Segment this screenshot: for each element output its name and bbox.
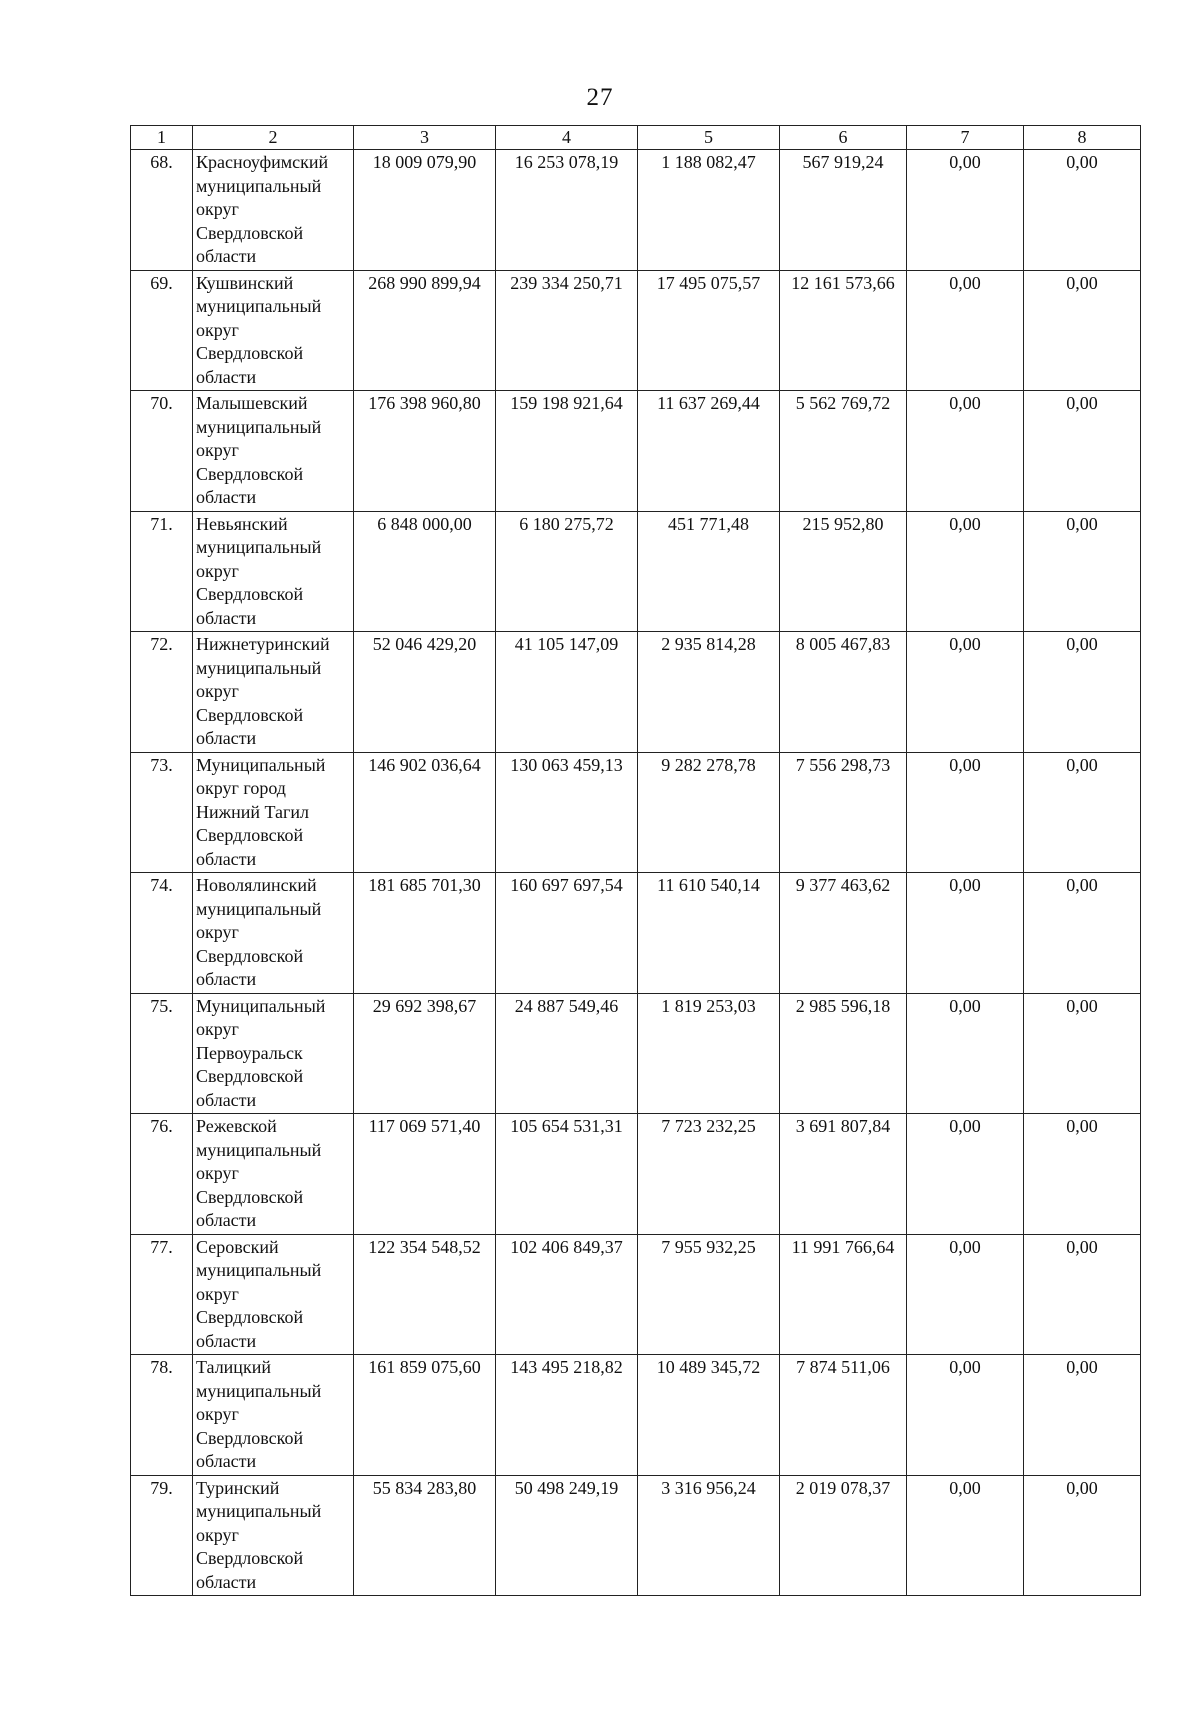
row-number-cell: 73. [131, 752, 193, 873]
row-number-cell: 79. [131, 1475, 193, 1596]
column-header: 7 [907, 126, 1024, 150]
municipality-name-line: муниципальный [196, 898, 322, 919]
municipality-name-line: Красноуфимский [196, 152, 329, 172]
amount-cell-col8: 0,00 [1024, 993, 1141, 1114]
row-number-cell: 74. [131, 873, 193, 994]
amount-cell-col7: 0,00 [907, 1234, 1024, 1355]
amount-cell-col5: 7 723 232,25 [638, 1114, 780, 1235]
municipality-name-line: муниципальный [196, 1380, 322, 1401]
row-number-cell: 76. [131, 1114, 193, 1235]
municipality-name-line: округ [196, 1524, 239, 1545]
municipality-name-cell [193, 1355, 354, 1476]
municipality-name-line: Свердловской [196, 1186, 304, 1207]
municipality-name-line: области [196, 1451, 257, 1471]
amount-cell-col3: 181 685 701,30 [354, 873, 496, 994]
amount-cell-col3: 176 398 960,80 [354, 391, 496, 512]
row-number-cell: 75. [131, 993, 193, 1114]
table-row [131, 752, 1141, 873]
amount-cell-col4: 24 887 549,46 [496, 993, 638, 1114]
municipality-name-line: Кушвинский [196, 272, 294, 293]
municipality-name-line: Серовский [196, 1236, 279, 1257]
amount-cell-col4: 16 253 078,19 [496, 150, 638, 271]
table-row [131, 391, 1141, 512]
amount-cell-col6: 12 161 573,66 [780, 270, 907, 391]
amount-cell-col5: 1 819 253,03 [638, 993, 780, 1114]
amount-cell-col6: 11 991 766,64 [780, 1234, 907, 1355]
amount-cell-col7: 0,00 [907, 1114, 1024, 1235]
amount-cell-col4: 50 498 249,19 [496, 1475, 638, 1596]
amount-cell-col4: 160 697 697,54 [496, 873, 638, 994]
amount-cell-col6: 2 019 078,37 [780, 1475, 907, 1596]
budget-table [130, 125, 1141, 1596]
municipality-name-line: области [196, 969, 257, 989]
row-number-cell: 77. [131, 1234, 193, 1355]
table-row [131, 150, 1141, 271]
municipality-name-line: Свердловской [196, 222, 304, 243]
table-row [131, 270, 1141, 391]
amount-cell-col5: 9 282 278,78 [638, 752, 780, 873]
amount-cell-col3: 55 834 283,80 [354, 1475, 496, 1596]
amount-cell-col8: 0,00 [1024, 632, 1141, 753]
amount-cell-col8: 0,00 [1024, 150, 1141, 271]
amount-cell-col8: 0,00 [1024, 752, 1141, 873]
municipality-name-cell [193, 1234, 354, 1355]
column-header: 2 [193, 126, 354, 150]
municipality-name-line: Новолялинский [196, 875, 317, 895]
amount-cell-col6: 3 691 807,84 [780, 1114, 907, 1235]
amount-cell-col5: 3 316 956,24 [638, 1475, 780, 1596]
amount-cell-col8: 0,00 [1024, 1114, 1141, 1235]
municipality-name-line: области [196, 607, 257, 628]
municipality-name-line: муниципальный [196, 296, 322, 316]
table-row [131, 511, 1141, 632]
municipality-name-line: Свердловской [196, 1307, 304, 1327]
amount-cell-col4: 6 180 275,72 [496, 511, 638, 632]
municipality-name-line: округ [196, 319, 239, 340]
municipality-name-line: области [196, 848, 257, 869]
municipality-name-line: округ [196, 681, 239, 701]
municipality-name-cell [193, 1475, 354, 1596]
municipality-name-line: области [196, 1089, 257, 1110]
amount-cell-col4: 143 495 218,82 [496, 1355, 638, 1476]
municipality-name-line: Свердловской [196, 584, 304, 604]
municipality-name-line: округ [196, 440, 239, 460]
municipality-name-line: Свердловской [196, 1548, 304, 1568]
amount-cell-col3: 18 009 079,90 [354, 150, 496, 271]
amount-cell-col7: 0,00 [907, 270, 1024, 391]
amount-cell-col7: 0,00 [907, 391, 1024, 512]
column-header: 6 [780, 126, 907, 150]
amount-cell-col6: 7 874 511,06 [780, 1355, 907, 1476]
amount-cell-col3: 29 692 398,67 [354, 993, 496, 1114]
amount-cell-col3: 52 046 429,20 [354, 632, 496, 753]
amount-cell-col7: 0,00 [907, 511, 1024, 632]
amount-cell-col5: 7 955 932,25 [638, 1234, 780, 1355]
amount-cell-col5: 17 495 075,57 [638, 270, 780, 391]
municipality-name-line: Свердловской [196, 825, 304, 845]
municipality-name-line: Свердловской [196, 1427, 304, 1448]
municipality-name-line: области [196, 487, 257, 507]
amount-cell-col8: 0,00 [1024, 1475, 1141, 1596]
column-header: 5 [638, 126, 780, 150]
municipality-name-line: округ [196, 1163, 239, 1183]
row-number-cell: 69. [131, 270, 193, 391]
municipality-name-line: муниципальный [196, 175, 322, 196]
table-row [131, 1114, 1141, 1235]
table-row [131, 1475, 1141, 1596]
municipality-name-line: муниципальный [196, 537, 322, 557]
amount-cell-col5: 1 188 082,47 [638, 150, 780, 271]
amount-cell-col6: 5 562 769,72 [780, 391, 907, 512]
municipality-name-line: муниципальный [196, 1139, 322, 1160]
amount-cell-col3: 122 354 548,52 [354, 1234, 496, 1355]
amount-cell-col3: 6 848 000,00 [354, 511, 496, 632]
page-number: 27 [586, 84, 614, 111]
amount-cell-col5: 10 489 345,72 [638, 1355, 780, 1476]
amount-cell-col5: 2 935 814,28 [638, 632, 780, 753]
municipality-name-line: Невьянский [196, 513, 288, 534]
municipality-name-cell [193, 632, 354, 753]
municipality-name-line: округ [196, 922, 239, 942]
municipality-name-line: Туринский [196, 1477, 280, 1498]
municipality-name-line: области [196, 1330, 257, 1351]
row-number-cell: 72. [131, 632, 193, 753]
row-number-cell: 71. [131, 511, 193, 632]
municipality-name-line: муниципальный [196, 416, 322, 437]
amount-cell-col3: 146 902 036,64 [354, 752, 496, 873]
municipality-name-cell [193, 391, 354, 512]
column-header: 4 [496, 126, 638, 150]
municipality-name-line: Нижний Тагил [196, 801, 310, 822]
municipality-name-line: муниципальный [196, 657, 322, 678]
municipality-name-cell [193, 270, 354, 391]
municipality-name-line: муниципальный [196, 1260, 322, 1280]
amount-cell-col6: 2 985 596,18 [780, 993, 907, 1114]
column-number-row [131, 126, 1141, 150]
amount-cell-col5: 11 637 269,44 [638, 391, 780, 512]
municipality-name-cell [193, 873, 354, 994]
amount-cell-col8: 0,00 [1024, 270, 1141, 391]
municipality-name-line: Муниципальный [196, 995, 326, 1016]
amount-cell-col4: 102 406 849,37 [496, 1234, 638, 1355]
column-header: 8 [1024, 126, 1141, 150]
row-number-cell: 70. [131, 391, 193, 512]
amount-cell-col8: 0,00 [1024, 873, 1141, 994]
amount-cell-col7: 0,00 [907, 1355, 1024, 1476]
municipality-name-line: округ [196, 1283, 239, 1304]
municipality-name-cell [193, 993, 354, 1114]
amount-cell-col4: 159 198 921,64 [496, 391, 638, 512]
column-header: 3 [354, 126, 496, 150]
amount-cell-col8: 0,00 [1024, 391, 1141, 512]
row-number-cell: 68. [131, 150, 193, 271]
municipality-name-line: области [196, 366, 257, 387]
amount-cell-col7: 0,00 [907, 873, 1024, 994]
municipality-name-line: области [196, 728, 257, 748]
municipality-name-line: Свердловской [196, 463, 304, 484]
amount-cell-col3: 117 069 571,40 [354, 1114, 496, 1235]
municipality-name-line: округ [196, 199, 239, 219]
amount-cell-col6: 567 919,24 [780, 150, 907, 271]
municipality-name-line: Свердловской [196, 704, 304, 725]
amount-cell-col3: 161 859 075,60 [354, 1355, 496, 1476]
amount-cell-col8: 0,00 [1024, 1355, 1141, 1476]
amount-cell-col6: 215 952,80 [780, 511, 907, 632]
municipality-name-line: округ [196, 560, 239, 581]
amount-cell-col7: 0,00 [907, 150, 1024, 271]
municipality-name-line: Свердловской [196, 1066, 304, 1086]
table-row [131, 1234, 1141, 1355]
amount-cell-col6: 8 005 467,83 [780, 632, 907, 753]
table-row [131, 1355, 1141, 1476]
amount-cell-col6: 9 377 463,62 [780, 873, 907, 994]
amount-cell-col7: 0,00 [907, 1475, 1024, 1596]
municipality-name-line: Малышевский [196, 393, 308, 413]
table-row [131, 993, 1141, 1114]
amount-cell-col4: 130 063 459,13 [496, 752, 638, 873]
municipality-name-cell [193, 150, 354, 271]
amount-cell-col3: 268 990 899,94 [354, 270, 496, 391]
municipality-name-line: области [196, 246, 257, 266]
amount-cell-col6: 7 556 298,73 [780, 752, 907, 873]
municipality-name-line: округ город [196, 778, 286, 798]
row-number-cell: 78. [131, 1355, 193, 1476]
amount-cell-col8: 0,00 [1024, 511, 1141, 632]
amount-cell-col7: 0,00 [907, 752, 1024, 873]
amount-cell-col4: 105 654 531,31 [496, 1114, 638, 1235]
amount-cell-col7: 0,00 [907, 993, 1024, 1114]
municipality-name-cell [193, 511, 354, 632]
amount-cell-col7: 0,00 [907, 632, 1024, 753]
table-row [131, 873, 1141, 994]
municipality-name-line: Режевской [196, 1116, 277, 1136]
municipality-name-line: Нижнетуринский [196, 634, 330, 654]
table-row [131, 632, 1141, 753]
municipality-name-line: Свердловской [196, 945, 304, 966]
municipality-name-line: Свердловской [196, 343, 304, 363]
municipality-name-line: Талицкий [196, 1357, 271, 1377]
municipality-name-line: Муниципальный [196, 754, 326, 775]
amount-cell-col4: 41 105 147,09 [496, 632, 638, 753]
municipality-name-line: области [196, 1210, 257, 1230]
amount-cell-col4: 239 334 250,71 [496, 270, 638, 391]
municipality-name-line: области [196, 1571, 257, 1592]
amount-cell-col5: 451 771,48 [638, 511, 780, 632]
municipality-name-line: муниципальный [196, 1501, 322, 1521]
amount-cell-col5: 11 610 540,14 [638, 873, 780, 994]
municipality-name-cell [193, 1114, 354, 1235]
amount-cell-col8: 0,00 [1024, 1234, 1141, 1355]
municipality-name-cell [193, 752, 354, 873]
municipality-name-line: округ [196, 1404, 239, 1424]
municipality-name-line: Первоуральск [196, 1042, 303, 1063]
municipality-name-line: округ [196, 1019, 239, 1039]
column-header: 1 [131, 126, 193, 150]
